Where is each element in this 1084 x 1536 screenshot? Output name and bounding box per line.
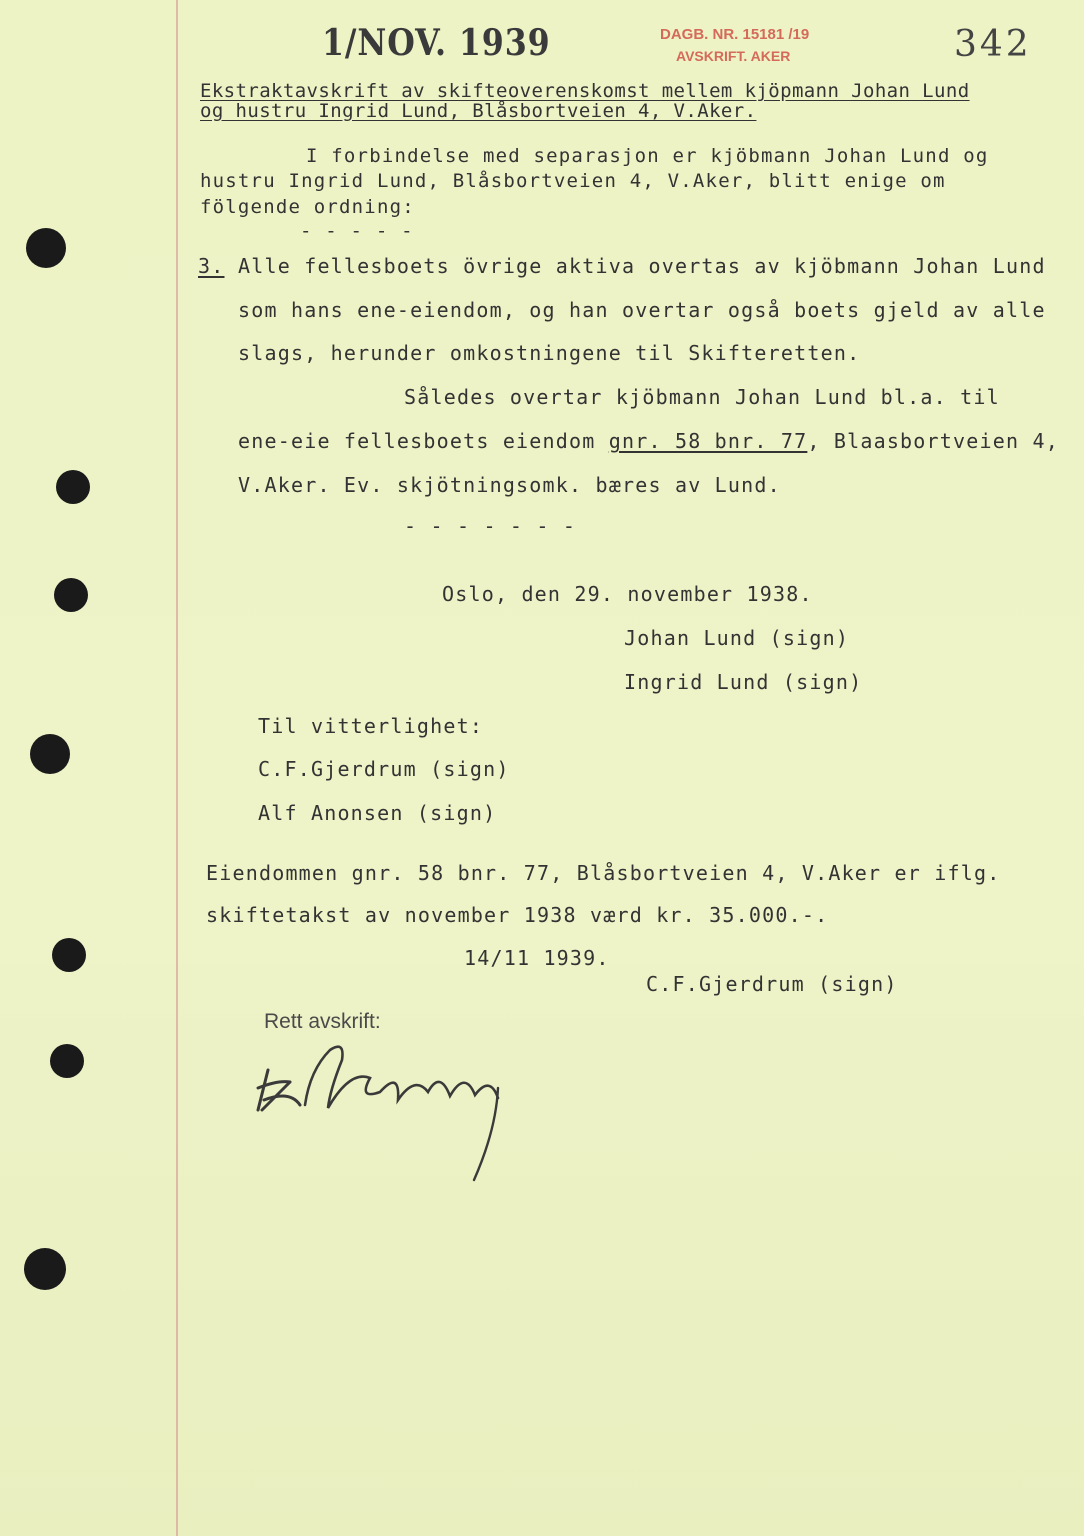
binder-hole xyxy=(54,578,88,612)
valuation-date: 14/11 1939. xyxy=(464,946,610,970)
binder-hole xyxy=(30,734,70,774)
binder-hole xyxy=(24,1248,66,1290)
clause-dashes: - - - - - - - xyxy=(404,514,577,538)
signature-ingrid-lund: Ingrid Lund (sign) xyxy=(624,670,863,694)
intro-line-3: fölgende ordning: xyxy=(200,196,415,218)
clause-line-6: V.Aker. Ev. skjötningsomk. bæres av Lund. xyxy=(238,473,781,497)
clause-line-5-start: ene-eie fellesboets eiendom xyxy=(238,429,609,453)
intro-line-1: I forbindelse med separasjon er kjöbmann Johan Lund og xyxy=(306,145,989,167)
binder-hole xyxy=(52,938,86,972)
binder-hole xyxy=(56,470,90,504)
dagbok-number-stamp: DAGB. NR. 15181 /19 xyxy=(660,26,810,43)
clause-line-5-end: , Blaasbortveien 4, xyxy=(807,429,1059,453)
binder-hole xyxy=(26,228,66,268)
handwritten-signature xyxy=(250,1030,520,1190)
witness-label: Til vitterlighet: xyxy=(258,714,484,738)
clause-line-3: slags, herunder omkostningene til Skifteretten. xyxy=(238,341,861,365)
intro-dashes: - - - - - xyxy=(300,220,414,242)
document-title-line-2: og hustru Ingrid Lund, Blåsbortveien 4, V.Aker. xyxy=(200,100,757,122)
registration-date-stamp: 1/NOV. 1939 xyxy=(322,22,551,64)
clause-line-4: Således overtar kjöbmann Johan Lund bl.a. til xyxy=(404,385,1000,409)
intro-line-2: hustru Ingrid Lund, Blåsbortveien 4, V.Aker, blitt enige om xyxy=(200,170,946,192)
clause-line-2: som hans ene-eiendom, og han overtar også boets gjeld av alle xyxy=(238,298,1046,322)
witness-1: C.F.Gjerdrum (sign) xyxy=(258,757,510,781)
clause-number: 3. xyxy=(198,254,225,278)
certification-label: Rett avskrift: xyxy=(264,1010,381,1033)
margin-line xyxy=(176,0,178,1536)
binder-hole xyxy=(50,1044,84,1078)
property-reference: gnr. 58 bnr. 77 xyxy=(608,429,808,453)
valuation-line-2: skiftetakst av november 1938 værd kr. 35.000.-. xyxy=(206,903,829,927)
page-number: 342 xyxy=(954,24,1032,65)
avskrift-stamp: AVSKRIFT. AKER xyxy=(676,48,791,64)
clause-line-1: Alle fellesboets övrige aktiva overtas av kjöbmann Johan Lund xyxy=(238,254,1046,278)
valuation-signer: C.F.Gjerdrum (sign) xyxy=(646,972,898,996)
valuation-line-1: Eiendommen gnr. 58 bnr. 77, Blåsbortveien 4, V.Aker er iflg. xyxy=(206,861,1001,885)
signature-johan-lund: Johan Lund (sign) xyxy=(624,626,850,650)
clause-line-5 xyxy=(238,429,1059,453)
place-date: Oslo, den 29. november 1938. xyxy=(442,582,813,606)
witness-2: Alf Anonsen (sign) xyxy=(258,801,497,825)
document-title-line-1: Ekstraktavskrift av skifteoverenskomst mellem kjöpmann Johan Lund xyxy=(200,80,970,102)
